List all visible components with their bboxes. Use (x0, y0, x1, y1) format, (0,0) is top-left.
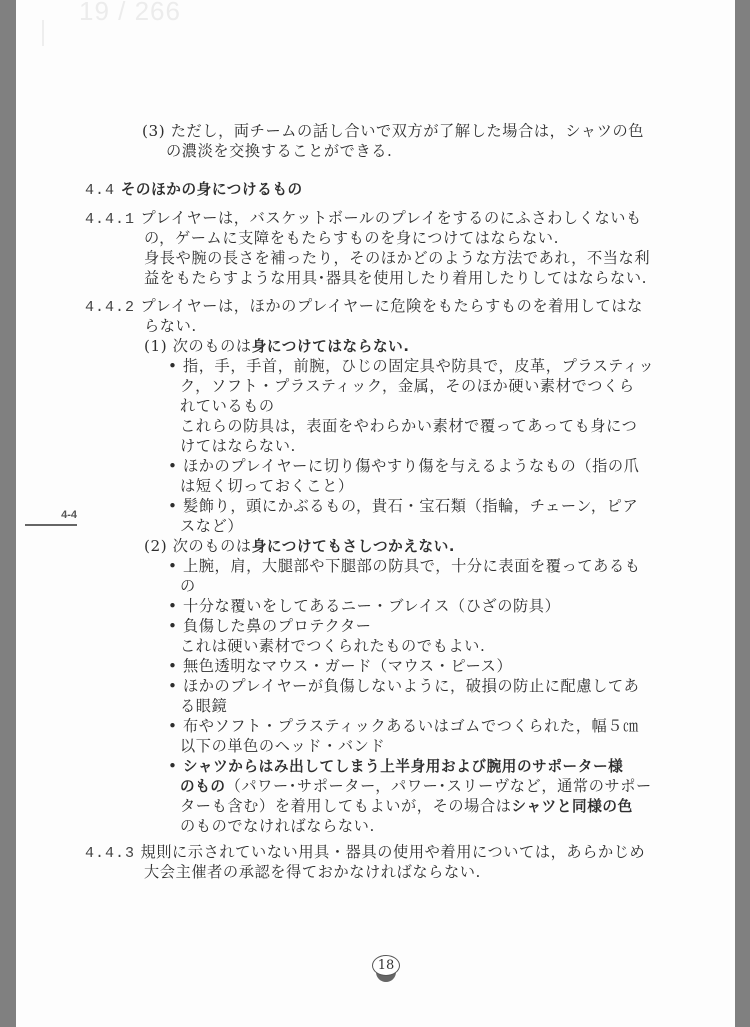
text-run: プレイヤーは，ほかのプレイヤーに危険をもたらすものを着用してはな (135, 297, 643, 315)
text-run: ク，ソフト・プラスティック，金属，そのほか硬い素材でつくら (180, 377, 635, 395)
text-line (180, 636, 485, 656)
text-line (85, 179, 303, 201)
text-run: 規則に示されていない用具・器具の使用や着用については，あらかじめ (135, 843, 646, 861)
text-run: これは硬い素材でつくられたものでもよい. (180, 637, 486, 655)
text-run: スなど） (180, 517, 244, 535)
text-run: 身長や腕の長さを補ったり，そのほかどのような方法であれ，不当な利 (144, 249, 651, 267)
text-line (168, 656, 512, 676)
bold-text: のもの (180, 778, 226, 795)
text-line (168, 496, 638, 516)
text-line (168, 596, 560, 616)
text-run: • 髪飾り，頭にかぶるもの，貴石・宝石類（指輪，チェーン，ピア (168, 497, 639, 515)
page-counter-overlay: 19 / 266 (79, 0, 181, 26)
text-run: • 上腕，肩，大腿部や下腿部の防具で，十分に表面を覆ってあるも (168, 557, 641, 575)
text-line (180, 376, 635, 396)
text-line (168, 616, 372, 636)
text-line (144, 336, 409, 357)
text-line (168, 716, 639, 736)
text-run: 以下の単色のヘッド・バンド (180, 737, 386, 755)
text-line (168, 756, 623, 777)
text-line (168, 676, 639, 696)
text-run: • 十分な覆いをしてあるニー・ブレイス（ひざの防具） (168, 597, 561, 615)
page-number: 18 (372, 955, 400, 976)
section-tab-rule (25, 524, 77, 526)
text-line (166, 141, 392, 161)
text-line (85, 296, 643, 318)
text-run: • 布やソフト・プラスティックあるいはゴムでつくられた，幅５㎝ (168, 717, 639, 735)
bold-text: 身につけてもさしつかえない. (251, 538, 456, 555)
text-run: • (168, 757, 183, 775)
text-line (85, 842, 645, 864)
document-page (16, 0, 735, 1027)
text-line (180, 696, 227, 716)
section-number: 4.4.2 (85, 299, 136, 316)
text-run: らない. (144, 317, 197, 335)
text-run: • 指，手，手首，前腕，ひじの固定具や防具で，皮革，プラスティッ (168, 357, 655, 375)
text-line (142, 121, 644, 141)
page-number-badge (371, 955, 401, 987)
text-line (180, 436, 296, 456)
text-line (144, 862, 481, 882)
bold-text: 身につけてはならない. (251, 338, 410, 355)
text-run: ターも含む）を着用してもよいが，その場合は (180, 797, 512, 815)
text-line (85, 208, 642, 230)
text-run: けてはならない. (180, 437, 296, 455)
text-line (144, 316, 197, 336)
section-tab-label: 4-4 (61, 509, 77, 521)
text-line (168, 556, 641, 576)
text-line (144, 536, 455, 557)
text-line (180, 476, 354, 496)
text-line (180, 776, 652, 797)
text-run: • 負傷した鼻のプロテクター (168, 617, 372, 635)
text-run: 益をもたらすような用具･器具を使用したり着用したりしてはならない. (144, 269, 648, 287)
text-line (144, 248, 650, 268)
text-run: プレイヤーは，バスケットボールのプレイをするのにふさわしくないも (135, 209, 642, 227)
text-line (180, 396, 275, 416)
text-run: （パワー･サポーター，パワー･スリーヴなど，通常のサポー (225, 777, 652, 795)
text-run: 大会主催者の承認を得ておかなければならない. (144, 863, 481, 881)
text-run: これらの防具は，表面をやわらかい素材で覆ってあっても身につ (180, 417, 638, 435)
text-line (168, 456, 639, 476)
text-run: れているもの (180, 397, 275, 415)
text-run: の (180, 577, 196, 595)
text-line (144, 228, 559, 248)
text-line (180, 736, 385, 756)
text-run: る眼鏡 (180, 697, 228, 715)
text-run: • 無色透明なマウス・ガード（マウス・ピース） (168, 657, 513, 675)
text-run: は短く切っておくこと） (180, 477, 354, 495)
section-number: 4.4 (85, 182, 116, 199)
text-run: (1) 次のものは (144, 337, 252, 355)
text-line (180, 816, 375, 836)
text-run: • ほかのプレイヤーに切り傷やすり傷を与えるようなもの（指の爪 (168, 457, 640, 475)
section-number: 4.4.1 (85, 211, 136, 228)
scroll-indicator[interactable] (42, 20, 44, 46)
bold-text: シャツと同様の色 (511, 798, 633, 815)
text-line (180, 796, 633, 817)
text-run: の，ゲームに支障をもたらすものを身につけてはならない. (144, 229, 559, 247)
bold-text: そのほかの身につけるもの (115, 181, 303, 198)
text-line (180, 516, 243, 536)
text-run: のものでなければならない. (180, 817, 375, 835)
text-line (144, 268, 647, 288)
text-run: (2) 次のものは (144, 537, 252, 555)
text-run: (3) ただし，両チームの話し合いで双方が了解した場合は，シャツの色 (142, 122, 645, 140)
text-run: の濃淡を交換することができる. (166, 142, 393, 160)
text-line (180, 416, 637, 436)
text-line (180, 576, 196, 596)
text-line (168, 356, 654, 376)
bold-text: シャツからはみ出してしまう上半身用および腕用のサポーター様 (183, 758, 624, 775)
text-run: • ほかのプレイヤーが負傷しないように，破損の防止に配慮してあ (168, 677, 640, 695)
section-number: 4.4.3 (85, 845, 136, 862)
